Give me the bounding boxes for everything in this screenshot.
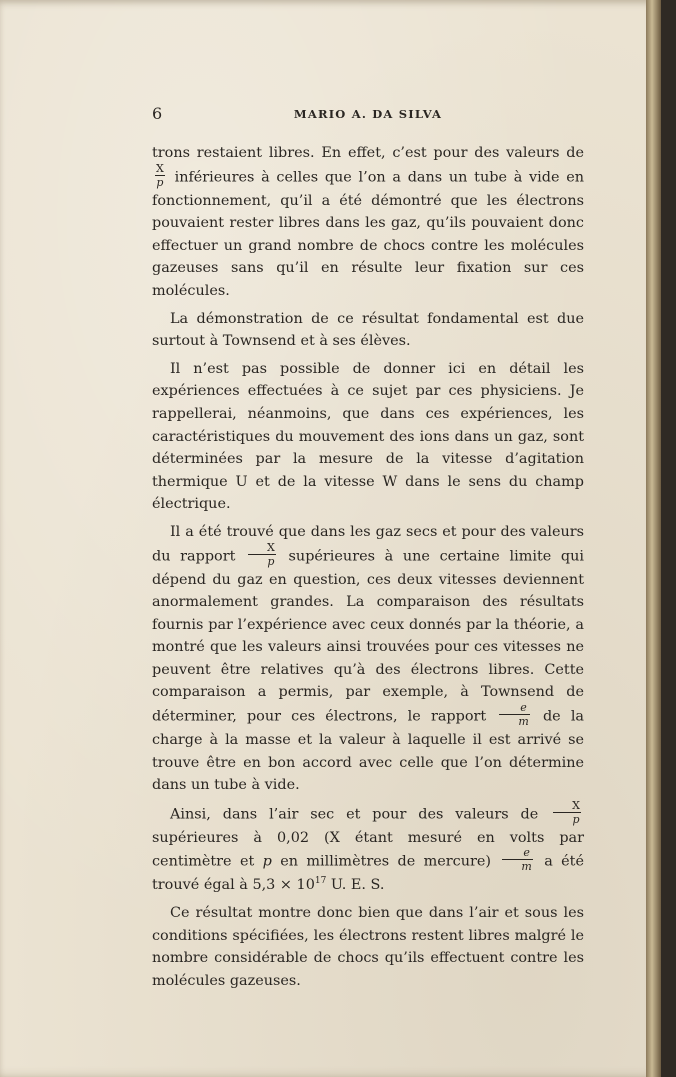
exponent: 17 (314, 876, 327, 887)
fraction-denominator: m (521, 860, 532, 874)
paragraph-1-text-b: inférieures à celles que l’on a dans un tube à vide en fonctionnement, qu’il a été démontré que les électrons pouvaient rester libres dans les gaz, qu’ils pouvaient donc effectuer un grand nombre de chocs contre les molécules gazeuses sans qu’il en résulte leur fixation sur ces molécules. (152, 169, 584, 299)
fraction-e-over-m (499, 702, 529, 727)
variable-p: p (262, 853, 272, 870)
paragraph-5-text-b: supérieures à 0,02 (X étant mesuré en volts par centimètre et (152, 829, 584, 870)
paragraph-4 (152, 521, 584, 797)
fraction-numerator: X (553, 800, 581, 813)
fraction-denominator: p (267, 554, 275, 568)
running-title: MARIO A. DA SILVA (293, 107, 443, 121)
fraction-x-over-p (155, 163, 165, 188)
fraction-x-over-p (553, 800, 581, 825)
paragraph-5-text-e: a été trouvé égal à 5,3 × 10 (152, 853, 584, 894)
paragraph-5-text-a: Ainsi, dans l’air sec et pour des valeurs de (170, 806, 539, 823)
paragraph-5-text-f: U. E. S. (330, 877, 385, 894)
paragraph-5-text-d: en millimètres de mercure) (280, 853, 492, 870)
fraction-x-over-p (248, 542, 276, 567)
paragraph-1 (152, 142, 584, 303)
paragraph-3: Il n’est pas possible de donner ici en détail les expériences effectuées à ce sujet par ces physiciens. Je rappellerai, néanmoins, que dans ces expériences, les caractéristiques du mouvement des ions dans un gaz, sont déterminées par la mesure de la vitesse d’agitation thermique U et de la vitesse W dans le sens du champ électrique. (152, 360, 584, 513)
fraction-numerator: e (499, 702, 529, 715)
paragraph-4-text-a: Il a été trouvé que dans les gaz secs et pour des valeurs du rapport (152, 523, 584, 564)
fraction-denominator: p (156, 175, 164, 189)
paragraph-6: Ce résultat montre donc bien que dans l’air et sous les conditions spécifiées, les électrons restent libres malgré le nombre considérable de chocs qu’ils effectuent contre les molécules gazeuses. (152, 905, 584, 989)
running-head (152, 104, 584, 126)
fraction-numerator: X (248, 542, 276, 555)
fraction-e-over-m (502, 847, 532, 872)
paragraph-4-text-c: de la charge à la masse et la valeur à laquelle il est arrivé se trouve être en bon accord avec celle que l’on détermine dans un tube à vide. (152, 708, 585, 794)
fraction-denominator: p (572, 812, 580, 826)
fraction-denominator: m (518, 715, 529, 729)
paragraph-2: La démonstration de ce résultat fondamental est due surtout à Townsend et à ses élèves. (152, 310, 584, 350)
paragraph-5 (152, 798, 584, 897)
paragraph-1-text-a: trons restaient libres. En effet, c’est pour des valeurs de (152, 145, 584, 161)
page-number: 6 (152, 104, 163, 123)
fraction-numerator: X (156, 161, 164, 175)
page-edge (646, 0, 661, 1077)
body-text (152, 142, 584, 992)
fraction-numerator: e (502, 847, 532, 860)
paragraph-4-text-b: supérieures à une certaine limite qui dépend du gaz en question, ces deux vitesses deviennent anormalement grandes. La comparaison des résultats fournis par l’expérience avec ceux donnés par la théorie, a montré que les valeurs ainsi trouvées pour ces vitesses ne peuvent être relatives qu’à des électrons libres. Cette comparaison a permis, par exemple, à Townsend de déterminer, pour ces électrons, le rapport (152, 548, 584, 725)
